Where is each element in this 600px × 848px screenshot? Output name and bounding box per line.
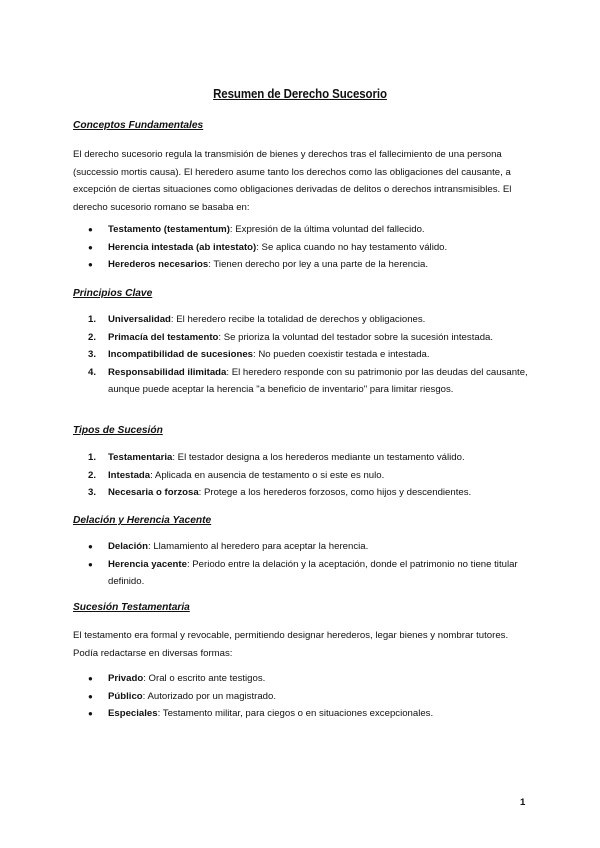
list-item: ● Delación: Llamamiento al heredero para aceptar la herencia. [88, 538, 528, 556]
document-title: Resumen de Derecho Sucesorio [213, 87, 387, 101]
heading-delacion: Delación y Herencia Yacente [73, 515, 212, 526]
list-item: 3. Necesaria o forzosa: Protege a los herederos forzosos, como hijos y descendientes. [88, 487, 472, 498]
list-item: 3. Incompatibilidad de sucesiones: No pueden coexistir testada e intestada. [88, 349, 430, 360]
list-conceptos [88, 221, 528, 274]
heading-principios: Principios Clave [73, 288, 153, 299]
heading-tipos: Tipos de Sucesión [73, 425, 163, 436]
heading-conceptos: Conceptos Fundamentales [73, 120, 204, 131]
list-item: ● Herederos necesarios: Tienen derecho por ley a una parte de la herencia. [88, 256, 528, 274]
list-testamentaria [88, 670, 528, 723]
list-item: ● Privado: Oral o escrito ante testigos. [88, 670, 528, 688]
paragraph-testamentaria: El testamento era formal y revocable, permitiendo designar herederos, legar bienes y nombrar tutores. Podía redactarse en diversas formas: [73, 630, 509, 659]
list-item: ● Herencia intestada (ab intestato): Se aplica cuando no hay testamento válido. [88, 239, 528, 257]
list-delacion [88, 538, 528, 591]
list-item: 2. Intestada: Aplicada en ausencia de testamento o si este es nulo. [88, 469, 385, 481]
list-tipos [88, 449, 528, 502]
list-item: ● Especiales: Testamento militar, para ciegos o en situaciones excepcionales. [88, 705, 528, 723]
heading-testamentaria: Sucesión Testamentaria [73, 602, 190, 613]
list-item: 2. Primacía del testamento: Se prioriza la voluntad del testador sobre la sucesión intestada. [88, 331, 494, 343]
paragraph-conceptos: El derecho sucesorio regula la transmisión de bienes y derechos tras el fallecimiento de una persona (successio mortis causa). El heredero asume tanto los derechos como las obligaciones del causante, a excepción de ciertas situaciones como obligaciones derivadas de delitos o derechos intransmisibles. El derecho sucesorio romano se basaba en: [73, 149, 512, 213]
list-item: ● Testamento (testamentum): Expresión de la última voluntad del fallecido. [88, 221, 528, 239]
list-item: ● Herencia yacente: Periodo entre la delación y la aceptación, donde el patrimonio no tiene titular definido. [88, 556, 528, 591]
list-item: 1. Testamentaria: El testador designa a los herederos mediante un testamento válido. [88, 452, 465, 463]
list-item: ● Público: Autorizado por un magistrado. [88, 688, 528, 706]
list-principios [88, 311, 528, 399]
list-item: 1. Universalidad: El heredero recibe la totalidad de derechos y obligaciones. [88, 314, 426, 325]
page-number: 1 [520, 797, 526, 808]
list-item: 4. Responsabilidad ilimitada: El heredero responde con su patrimonio por las deudas del causante, aunque puede aceptar la herencia "a beneficio de inventario" para limitar riesgos. [88, 366, 528, 395]
